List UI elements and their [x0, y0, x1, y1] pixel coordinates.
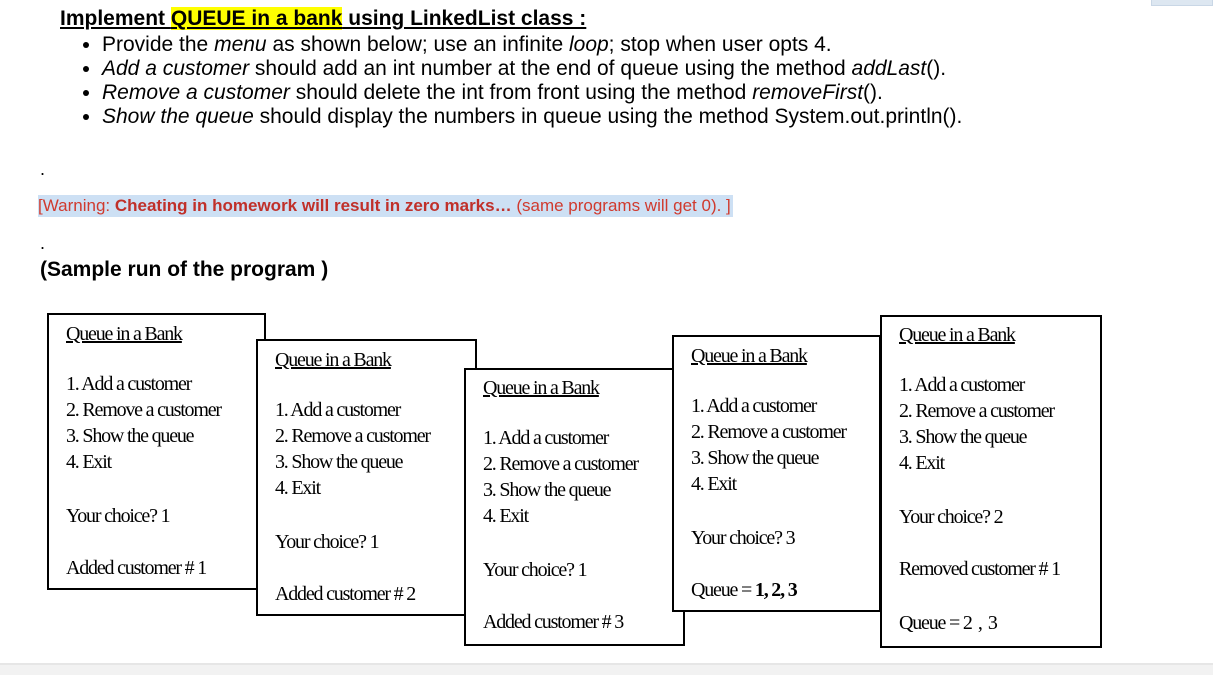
requirement-emphasis: addLast: [851, 57, 927, 80]
bottom-bar: [0, 663, 1213, 675]
requirement-text: should add an int number at the end of queue using the method: [249, 57, 852, 80]
menu-option: 3. Show the queue: [275, 451, 403, 473]
sample-run-panel: [47, 313, 266, 590]
menu-option: 3. Show the queue: [483, 479, 611, 501]
requirement-item: [102, 81, 1213, 105]
separator-dot: .: [40, 233, 46, 253]
warning-bold: Cheating in homework will result in zero marks…: [114, 196, 512, 215]
result-line: Added customer # 1: [66, 557, 207, 579]
top-right-tab[interactable]: [1151, 0, 1213, 6]
menu-option: 3. Show the queue: [66, 425, 194, 447]
result-line: Added customer # 3: [483, 611, 624, 633]
requirement-emphasis: removeFirst: [752, 81, 864, 104]
queue-line: Queue = 2 , 3: [899, 612, 998, 634]
menu-option: 1. Add a customer: [899, 374, 1025, 396]
requirement-text: should delete the int from front using the method: [289, 81, 753, 104]
requirement-emphasis: loop: [568, 33, 609, 56]
result-line: Removed customer # 1: [899, 558, 1060, 580]
panel-header: Queue in a Bank: [691, 345, 807, 367]
menu-option: 4. Exit: [899, 452, 944, 474]
sample-run-panel: [880, 315, 1102, 648]
choice-prompt: Your choice? 1: [66, 505, 170, 527]
panel-header: Queue in a Bank: [275, 349, 391, 371]
title-highlight: QUEUE in a bank: [170, 7, 343, 30]
requirement-emphasis: menu: [214, 33, 267, 56]
menu-option: 4. Exit: [483, 505, 528, 527]
menu-option: 2. Remove a customer: [691, 421, 846, 443]
result-line: Added customer # 2: [275, 583, 416, 605]
requirement-item: [102, 105, 1213, 129]
choice-prompt: Your choice? 1: [483, 559, 587, 581]
sample-run-panel: [464, 368, 685, 646]
menu-option: 4. Exit: [66, 451, 111, 473]
choice-prompt: Your choice? 3: [691, 527, 795, 549]
assignment-title: [60, 6, 586, 32]
queue-values: 2 , 3: [962, 612, 998, 634]
menu-option: 1. Add a customer: [483, 427, 609, 449]
panel-header: Queue in a Bank: [899, 324, 1015, 346]
requirement-emphasis: Show the queue: [102, 105, 254, 128]
requirements-list: [72, 33, 1213, 129]
choice-prompt: Your choice? 1: [275, 531, 379, 553]
requirement-emphasis: Remove a customer: [102, 81, 290, 104]
requirement-item: [102, 33, 1213, 57]
warning-open: [Warning:: [38, 196, 115, 215]
sample-run-heading: (Sample run of the program ): [40, 258, 329, 281]
requirement-text: ().: [926, 57, 947, 80]
requirement-text: Provide the: [102, 33, 215, 56]
panel-header: Queue in a Bank: [483, 377, 599, 399]
menu-option: 4. Exit: [691, 473, 736, 495]
requirement-text: ().: [863, 81, 883, 104]
menu-option: 3. Show the queue: [691, 447, 819, 469]
menu-option: 2. Remove a customer: [66, 399, 221, 421]
title-pre: Implement: [60, 7, 171, 30]
queue-values: 1, 2, 3: [754, 579, 797, 601]
requirement-text: as shown below; use an infinite: [266, 33, 569, 56]
menu-option: 2. Remove a customer: [899, 400, 1054, 422]
menu-option: 3. Show the queue: [899, 426, 1027, 448]
menu-option: 2. Remove a customer: [483, 453, 638, 475]
menu-option: 2. Remove a customer: [275, 425, 430, 447]
menu-option: 4. Exit: [275, 477, 320, 499]
separator-dot: .: [40, 159, 46, 179]
menu-option: 1. Add a customer: [66, 373, 192, 395]
requirement-text: should display the numbers in queue using the method System.out.println().: [253, 105, 963, 128]
menu-option: 1. Add a customer: [275, 399, 401, 421]
menu-option: 1. Add a customer: [691, 395, 817, 417]
warning-rest: (same programs will get 0). ]: [511, 196, 731, 215]
result-line: Queue = 1, 2, 3: [691, 579, 797, 601]
requirement-emphasis: Add a customer: [102, 57, 250, 80]
title-post: using LinkedList class :: [342, 7, 587, 30]
sample-run-panel: [672, 335, 881, 612]
choice-prompt: Your choice? 2: [899, 506, 1003, 528]
warning-note: [38, 195, 733, 217]
requirement-item: [102, 57, 1213, 81]
requirement-text: ; stop when user opts 4.: [608, 33, 832, 56]
sample-run-panel: [256, 339, 477, 616]
panel-header: Queue in a Bank: [66, 323, 182, 345]
